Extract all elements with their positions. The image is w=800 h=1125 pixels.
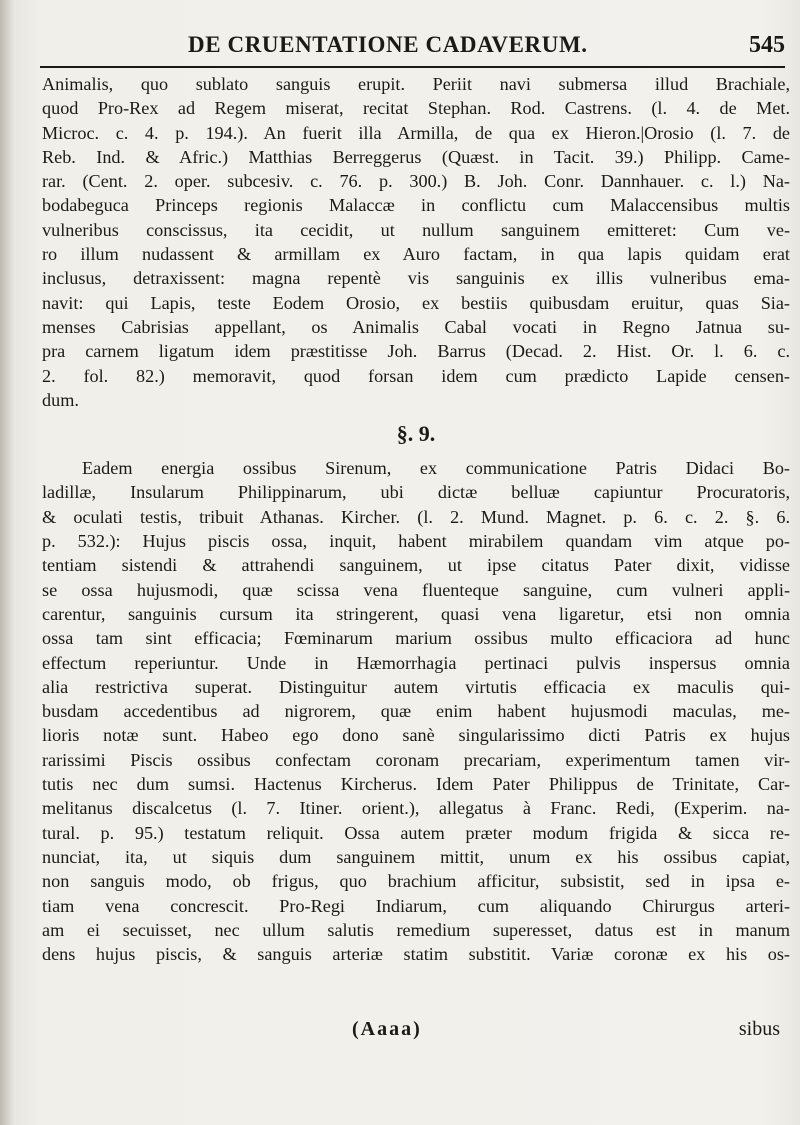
page-number: 545 bbox=[749, 32, 785, 58]
text-line: effectum reperiuntur. Unde in Hæmorrhagia pertinaci pulvis inspersus omnia bbox=[42, 652, 790, 673]
text-line: Eadem energia ossibus Sirenum, ex communicatione Patris Didaci Bo- bbox=[82, 458, 790, 479]
page-footer bbox=[42, 1018, 790, 1048]
text-line: bodabeguca Princeps regionis Malaccæ in conflictu cum Malaccensibus multis bbox=[42, 195, 790, 216]
text-line: Reb. Ind. & Afric.) Matthias Berreggerus (Quæst. in Tacit. 39.) Philipp. Came- bbox=[42, 146, 790, 167]
text-line: rar. (Cent. 2. oper. subcesiv. c. 76. p. 300.) B. Joh. Conr. Dannhauer. c. l.) Na- bbox=[42, 171, 790, 192]
text-line: am ei secuisset, nec ullum salutis remedium superesset, datus est in manum bbox=[42, 919, 790, 940]
text-line: menses Cabrisias appellant, os Animalis Cabal vocati in Regno Jatnua su- bbox=[42, 316, 790, 337]
text-line: non sanguis modo, ob frigus, quo brachium afficitur, subsistit, sed in ipsa e- bbox=[42, 871, 790, 892]
text-line: tentiam sistendi & attrahendi sanguinem, ut ipse citatus Pater dixit, vidisse bbox=[42, 555, 790, 576]
text-line: quod Pro-Rex ad Regem miserat, recitat Stephan. Rod. Castrens. (l. 4. de Met. bbox=[42, 98, 790, 119]
signature-mark: (Aaaa) bbox=[352, 1018, 422, 1040]
text-line: dens hujus piscis, & sanguis arteriæ statim substitit. Variæ coronæ ex his os- bbox=[42, 944, 790, 965]
text-line: alia restrictiva superat. Distinguitur autem virtutis efficacia ex maculis qui- bbox=[42, 676, 790, 697]
text-line: tural. p. 95.) testatum reliquit. Ossa autem præter modum frigida & sicca re- bbox=[42, 822, 790, 843]
page-header bbox=[40, 32, 785, 72]
paragraph-1 bbox=[42, 72, 790, 412]
text-line: pra carnem ligatum idem præstitisse Joh. Barrus (Decad. 2. Hist. Or. l. 6. c. bbox=[42, 341, 790, 362]
text-line: ro illum nudassent & armillam ex Auro factam, in qua lapis quidam erat bbox=[42, 244, 790, 265]
text-line: Microc. c. 4. p. 194.). An fuerit illa Armilla, de qua ex Hieron.|Orosio (l. 7. de bbox=[42, 122, 790, 143]
text-line: vulneribus conscissus, ita cecidit, ut nullum sanguinem emitteret: Cum ve- bbox=[42, 219, 790, 240]
catchword: sibus bbox=[738, 1018, 780, 1040]
text-line: navit: qui Lapis, teste Eodem Orosio, ex bestiis quibusdam eruitur, quas Sia- bbox=[42, 292, 790, 313]
text-line: rarissimi Piscis ossibus confectam coronam precariam, experimentum tamen vir- bbox=[42, 749, 790, 770]
text-line: tutis nec dum sumsi. Hactenus Kircherus. Idem Pater Philippus de Trinitate, Car- bbox=[42, 774, 790, 795]
text-line: lioris notæ sunt. Habeo ego dono sanè singularissimo dicti Patris ex hujus bbox=[42, 725, 790, 746]
paragraph-2 bbox=[42, 456, 790, 966]
text-line: ladillæ, Insularum Philippinarum, ubi dictæ belluæ capiuntur Procuratoris, bbox=[42, 482, 790, 503]
text-line: nunciat, ita, ut siquis dum sanguinem mittit, unum ex his ossibus capiat, bbox=[42, 846, 790, 867]
text-line: busdam accedentibus ad nigrorem, quæ enim habent hujusmodi maculas, me- bbox=[42, 701, 790, 722]
text-line: tiam vena concrescit. Pro-Regi Indiarum, cum aliquando Chirurgus arteri- bbox=[42, 895, 790, 916]
section-heading: §. 9. bbox=[396, 421, 436, 447]
text-line: carentur, sanguinis cursum ita stringerent, quasi vena ligaretur, etsi non omnia bbox=[42, 603, 790, 624]
text-line: Animalis, quo sublato sanguis erupit. Periit navi submersa illud Brachiale, bbox=[42, 74, 790, 94]
text-line: p. 532.): Hujus piscis ossa, inquit, habent mirabilem quandam vim atque po- bbox=[42, 531, 790, 552]
running-title: DE CRUENTATIONE CADAVERUM. bbox=[188, 32, 588, 57]
text-line: 2. fol. 82.) memoravit, quod forsan idem cum prædicto Lapide censen- bbox=[42, 365, 790, 386]
text-line: ossa tam sint efficacia; Fœminarum marium ossibus multo efficaciora ad hunc bbox=[42, 628, 790, 649]
text-line: se ossa hujusmodi, quæ scissa vena fluenteque sanguine, cum vulneri appli- bbox=[42, 579, 790, 600]
header-rule bbox=[40, 66, 785, 68]
page-body bbox=[42, 72, 790, 966]
text-line: dum. bbox=[42, 389, 79, 410]
text-line: inclusus, detraxissent: magna repentè vis sanguinis ex illis vulneribus ema- bbox=[42, 268, 790, 289]
text-line: melitanus discalcetus (l. 7. Itiner. orient.), allegatus à Franc. Redi, (Experim. na- bbox=[42, 798, 790, 819]
text-line: & oculati testis, tribuit Athanas. Kircher. (l. 2. Mund. Magnet. p. 6. c. 2. §. 6. bbox=[42, 506, 790, 527]
